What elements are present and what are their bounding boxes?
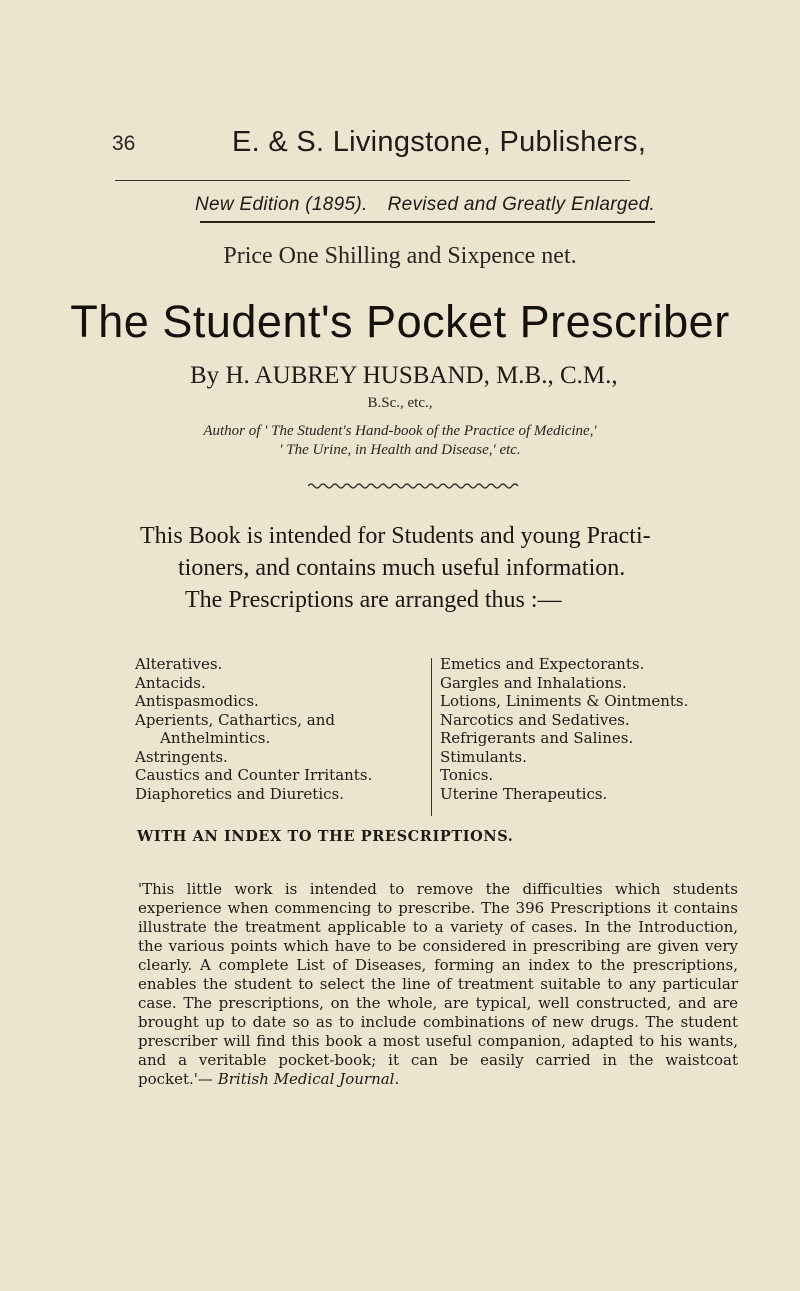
author-works-line: Author of ' The Student's Hand-book of the Practice of Medicine,' [203, 423, 597, 439]
revision-note: Revised and Greatly Enlarged. [387, 194, 656, 215]
edition-underline [200, 221, 655, 223]
category-item: Lotions, Liniments & Ointments. [440, 692, 689, 710]
review-source: British Medical Journal. [217, 1070, 400, 1088]
intro-line: The Prescriptions are arranged thus :— [185, 587, 562, 613]
index-note: WITH AN INDEX TO THE PRESCRIPTIONS. [137, 828, 514, 845]
category-item: Uterine Therapeutics. [440, 784, 608, 803]
category-item: Emetics and Expectorants. [440, 655, 645, 673]
author-name: H. AUBREY HUSBAND, M.B., C.M., [225, 362, 618, 389]
category-item: Gargles and Inhalations. [440, 673, 627, 692]
review-text: 'This little work is intended to remove the difficulties which students experience when commencing to prescribe. The 396 Prescriptions it contains illustrate the treatment applicable to a variety of cases. In the Introduction, the various points which have to be considered in prescribing are given very clearly. A complete List of Diseases, forming an index to the prescriptions, enables the student to select the line of treatment suitable to any particular case. The prescriptions, on the whole, are typical, well constructed, and are brought up to date so as to include combinations of new drugs. The student prescriber will find this book a most useful companion, adapted to his wants, and a veritable pocket-book; it can be easily carried in the waistcoat pocket.'— [138, 880, 738, 1088]
header-rule [115, 180, 630, 181]
author-works-line: ' The Urine, in Health and Disease,' etc. [279, 442, 521, 458]
author-degrees: B.Sc., etc., [367, 395, 433, 411]
author-by: By [190, 362, 220, 389]
categories-right-column [440, 655, 740, 803]
review-quote [138, 880, 738, 1089]
author-works [0, 422, 800, 460]
edition-line [195, 194, 655, 216]
author-line [190, 362, 618, 390]
category-item: Caustics and Counter Irritants. [135, 766, 373, 784]
edition-note: New Edition (1895). [195, 194, 368, 215]
intro-line: tioners, and contains much useful information. [178, 555, 626, 581]
category-item: Tonics. [440, 766, 494, 784]
category-item: Aperients, Cathartics, and [135, 710, 335, 729]
intro-paragraph [140, 520, 720, 616]
intro-line: This Book is intended for Students and young Practi- [140, 523, 651, 549]
category-item: Alteratives. [135, 655, 223, 673]
page-number: 36 [112, 132, 136, 155]
category-item: Antacids. [135, 673, 206, 692]
categories-left-column [135, 655, 425, 803]
column-divider [431, 658, 432, 816]
category-item: Refrigerants and Salines. [440, 729, 634, 747]
category-item: Stimulants. [440, 747, 527, 766]
category-item: Anthelmintics. [160, 729, 271, 747]
running-header [112, 124, 647, 174]
category-item: Narcotics and Sedatives. [440, 710, 630, 729]
category-item: Diaphoretics and Diuretics. [135, 784, 344, 803]
category-item: Astringents. [135, 747, 228, 766]
publisher-heading: E. & S. Livingstone, Publishers, [232, 126, 647, 158]
price-line: Price One Shilling and Sixpence net. [223, 243, 577, 269]
category-item: Antispasmodics. [135, 692, 259, 710]
book-title: The Student's Pocket Prescriber [70, 296, 730, 347]
ornamental-rule [308, 481, 520, 491]
